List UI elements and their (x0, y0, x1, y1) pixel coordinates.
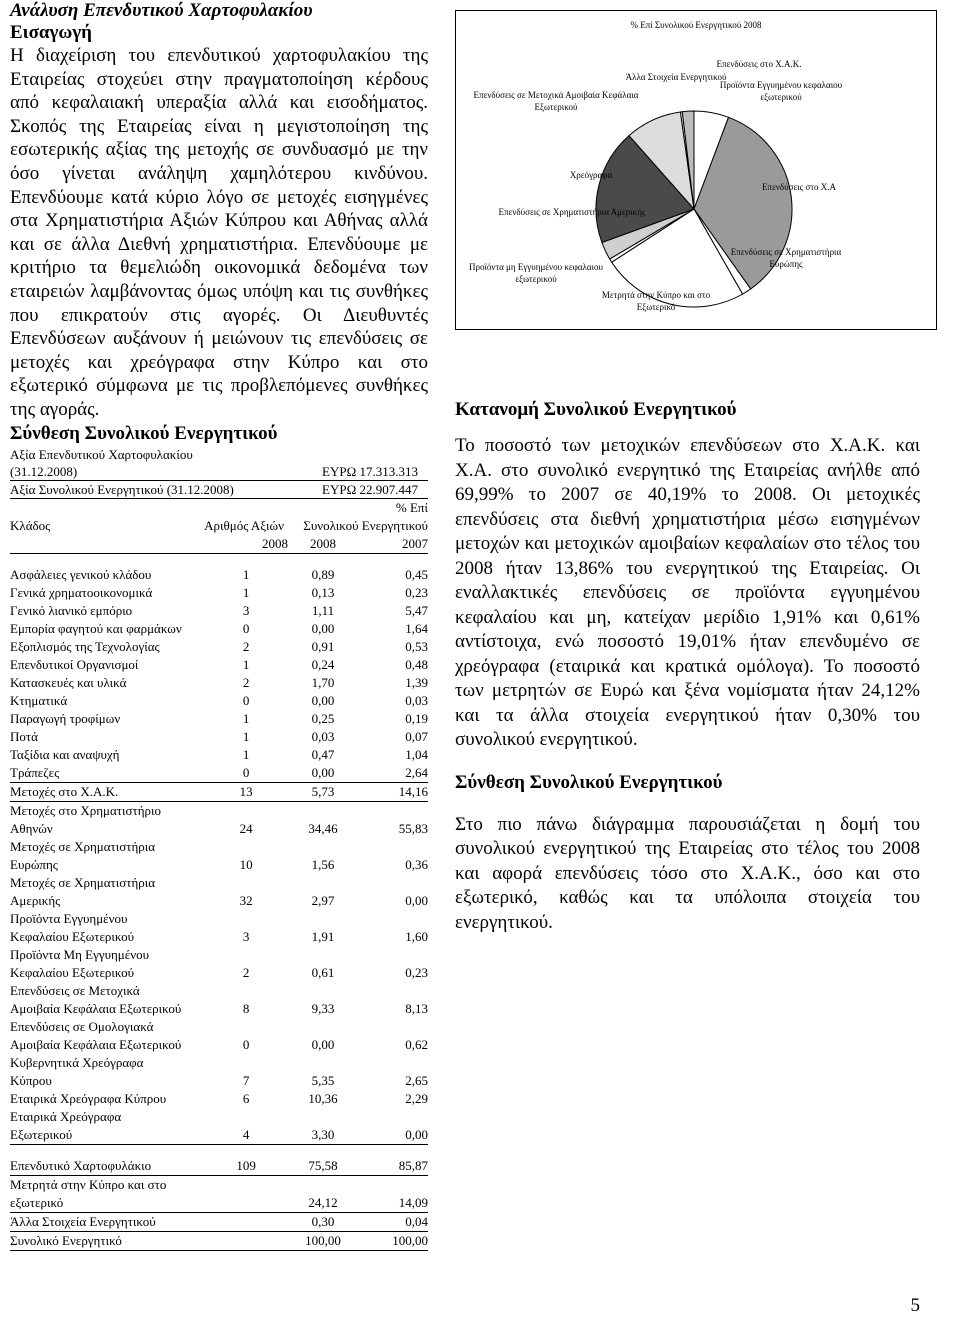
intro-heading: Εισαγωγή (10, 22, 92, 43)
total-assets-label: Αξία Συνολικού Ενεργητικού (31.12.2008) (10, 481, 234, 497)
table-row (10, 838, 428, 874)
row-pct-2008: 3,30 (288, 1108, 358, 1145)
table-header-row-1 (10, 499, 428, 517)
row-name (10, 946, 204, 982)
row-shares: 2 (242, 674, 250, 690)
row-pct-2008: 0,00 (311, 1036, 335, 1052)
row-name: Ταξίδια και αναψυχή (10, 746, 120, 762)
row-pct-2007: 5,47 (405, 602, 428, 618)
row-pct-2008: 0,30 (288, 1212, 358, 1231)
row-pct-2007: 0,48 (405, 656, 428, 672)
chart-title: % Επί Συνολικού Ενεργητικού 2008 (630, 20, 762, 30)
portfolio-value: ΕΥΡΩ 17.313.313 (322, 463, 418, 479)
table-header-row-3 (10, 535, 428, 554)
row-pct-2008: 1,11 (311, 602, 335, 618)
row-pct-2007: 2,29 (405, 1090, 428, 1106)
table-row (10, 656, 428, 674)
row-pct-2007: 0,45 (405, 566, 428, 582)
row-name: Επενδυτικό Χαρτοφυλάκιο (10, 1157, 204, 1176)
row-pct-2008: 10,36 (308, 1090, 338, 1106)
row-pct-2007: 1,64 (405, 620, 428, 636)
header-pct-label: Συνολικού Ενεργητικού (303, 517, 428, 533)
row-name (10, 801, 204, 838)
table-row (10, 1175, 428, 1212)
row-name-line1: Προϊόντα Εγγυημένου (10, 910, 128, 926)
row-pct-2008: 0,13 (311, 584, 335, 600)
total-assets-row (10, 481, 428, 499)
row-pct-2008: 24,12 (288, 1175, 358, 1212)
row-pct-2007: 0,00 (405, 892, 428, 908)
row-pct-2008: 9,33 (311, 1000, 335, 1016)
row-shares: 13 (204, 782, 288, 801)
row-shares: 0 (242, 1036, 250, 1052)
row-name (10, 1090, 204, 1108)
row-name-line1: Προϊόντα Μη Εγγυημένου (10, 946, 150, 962)
pie-label-6: Χρεόγραφα (569, 170, 613, 180)
row-shares: 8 (242, 1000, 250, 1016)
row-name (10, 874, 204, 910)
row-shares: 3 (242, 928, 250, 944)
row-pct-2007: 0,03 (405, 692, 428, 708)
row-pct-2007: 8,13 (405, 1000, 428, 1016)
row-name (10, 910, 204, 946)
table-row (10, 801, 428, 838)
row-shares: 24 (239, 820, 253, 836)
holdings-table (10, 499, 428, 1251)
row-name-line2: Κεφαλαίου Εξωτερικού (10, 964, 135, 980)
pie-label-2: Επενδύσεις σε Χρηματιστήρια Ευρώπης (730, 247, 842, 269)
table-row (10, 1157, 428, 1176)
row-pct-2007: 2,64 (358, 764, 428, 783)
row-name-line2: Αμοιβαία Κεφάλαια Εξωτερικού (10, 1000, 182, 1016)
row-name-line1: Μετοχές στο Χρηματιστήριο (10, 802, 162, 818)
row-name: Παραγωγή τροφίμων (10, 710, 121, 726)
row-shares: 1 (242, 710, 250, 726)
row-pct-2008: 1,70 (311, 674, 335, 690)
row-name-line2: Αμερικής (10, 892, 61, 908)
right-column (455, 398, 920, 935)
table-row (10, 1018, 428, 1054)
row-pct-2007: 2,65 (405, 1072, 428, 1088)
header-year-2008: 2008 (288, 535, 358, 554)
row-pct-2008: 34,46 (308, 820, 338, 836)
row-shares: 1 (242, 584, 250, 600)
row-pct-2007: 0,53 (405, 638, 428, 654)
row-shares: 1 (242, 728, 250, 744)
row-pct-2007: 1,60 (405, 928, 428, 944)
row-pct-2007: 0,62 (405, 1036, 428, 1052)
header-year-shares: 2008 (204, 535, 288, 554)
row-shares: 109 (204, 1157, 288, 1176)
row-name-line1: Επενδύσεις σε Ομολογιακά (10, 1018, 154, 1034)
row-shares: 7 (242, 1072, 250, 1088)
row-name-line2: Αθηνών (10, 820, 53, 836)
header-shares: Αριθμός Αξιών (204, 517, 284, 533)
row-pct-2007: 0,23 (405, 584, 428, 600)
row-pct-2008: 5,35 (311, 1072, 335, 1088)
row-name-line1: Εταιρικά Χρεόγραφα Κύπρου (10, 1090, 167, 1106)
row-name: Εξοπλισμός της Τεχνολογίας (10, 638, 160, 654)
row-name (10, 1018, 204, 1054)
pie-label-1: Επενδύσεις στο Χ.Α (762, 182, 836, 192)
portfolio-value-label: Αξία Επενδυτικού Χαρτοφυλακίου (10, 446, 193, 462)
table-row (10, 982, 428, 1018)
table-row (10, 874, 428, 910)
row-name-line2: Κύπρου (10, 1072, 52, 1088)
row-name: Συνολικό Ενεργητικό (10, 1231, 204, 1250)
pie-label-0: Επενδύσεις στο Χ.Α.Κ. (716, 59, 802, 69)
table-row (10, 1054, 428, 1090)
table-gap (10, 1144, 428, 1157)
table-row (10, 1090, 428, 1108)
row-shares: 0 (242, 692, 250, 708)
table-row (10, 946, 428, 982)
table-gap (10, 553, 428, 566)
row-pct-2008: 2,97 (311, 892, 335, 908)
row-pct-2007: 100,00 (358, 1231, 428, 1250)
table-row (10, 674, 428, 692)
table-row (10, 1212, 428, 1231)
row-pct-2008: 1,56 (311, 856, 335, 872)
row-pct-2008: 0,25 (311, 710, 335, 726)
row-pct-2008: 0,47 (311, 746, 335, 762)
row-pct-2008: 0,61 (311, 964, 335, 980)
row-name (10, 982, 204, 1018)
table-row (10, 782, 428, 801)
row-shares: 10 (239, 856, 253, 872)
row-shares: 1 (242, 566, 250, 582)
row-shares: 1 (242, 746, 250, 762)
table-row (10, 764, 428, 783)
row-pct-2007: 55,83 (398, 820, 428, 836)
row-name-line1: Μετοχές σε Χρηματιστήρια (10, 874, 156, 890)
pie-label-8: Άλλα Στοιχεία Ενεργητικού (625, 72, 727, 82)
row-pct-2008: 0,00 (311, 620, 335, 636)
header-sector: Κλάδος (10, 517, 51, 533)
table-row (10, 1231, 428, 1250)
row-shares (204, 1231, 288, 1250)
row-name: Κτηματικά (10, 692, 68, 708)
row-name-line2: Ευρώπης (10, 856, 58, 872)
allocation-text: Το ποσοστό των μετοχικών επενδύσεων στο Χ.Α.Κ. και Χ.Α. στο συνολικό ενεργητικό της Εταιρείας ανήλθε από 69,99% το 2007 σε 40,19% το 2008. Οι μετοχικές επενδύσεις στα διεθνή χρηματιστήρια μέσω εισηγμένων μετοχών και μετοχικών αμοιβαίων κεφαλαίων στο τέλος του 2008 ήταν 13,86% του ενεργητικού της Εταιρείας. Οι εναλλακτικές επενδύσεις σε προϊόντα εγγυημένου κεφαλαίου και μη, κατείχαν μερίδιο 1,91% και 0,61% αντίστοιχα, ενώ ποσοστό 19,01% ήταν επενδυμένο σε χρεόγραφα (εταιρικά και κρατικά ομόλογα). Το ποσοστό των μετρητών σε Ευρώ και ξένα νομίσματα ήταν 24,12% και τα άλλα στοιχεία ενεργητικού ήταν 0,30% του συνολικού ενεργητικού. (455, 435, 920, 750)
header-year-2007: 2007 (358, 535, 428, 554)
pie-label-3: Μετρητά στην Κύπρο και στο Εξωτερικό (601, 290, 711, 312)
table-row (10, 584, 428, 602)
row-pct-2008: 0,00 (288, 764, 358, 783)
row-name-line2: Αμοιβαία Κεφάλαια Εξωτερικού (10, 1036, 182, 1052)
row-name: Κατασκευές και υλικά (10, 674, 127, 690)
row-name: Ασφάλειες γενικού κλάδου (10, 566, 152, 582)
table-row (10, 1108, 428, 1145)
row-pct-2007: 1,04 (405, 746, 428, 762)
pie-label-5: Επενδύσεις σε Χρηματιστήρια Αμερικής (498, 207, 646, 217)
row-name: Εμπορία φαγητού και φαρμάκων (10, 620, 182, 636)
row-pct-2007: 14,09 (358, 1175, 428, 1212)
row-name: Επενδυτικοί Οργανισμοί (10, 656, 139, 672)
row-name (10, 1054, 204, 1090)
row-shares: 4 (204, 1108, 288, 1145)
row-pct-2007: 14,16 (358, 782, 428, 801)
row-pct-2008: 0,03 (311, 728, 335, 744)
row-shares: 1 (242, 656, 250, 672)
allocation-heading: Κατανομή Συνολικού Ενεργητικού (455, 399, 737, 420)
page-title: Ανάλυση Επενδυτικού Χαρτοφυλακίου (10, 0, 313, 21)
row-pct-2008: 75,58 (288, 1157, 358, 1176)
row-shares: 32 (239, 892, 253, 908)
pie-chart (455, 10, 937, 330)
pie-label-9: Προϊόντα Εγγυημένου κεφαλαιου εξωτερικού (719, 80, 843, 102)
portfolio-value-row (10, 463, 428, 481)
row-name: Γενικό λιανικό εμπόριο (10, 602, 133, 618)
row-pct-2008: 5,73 (288, 782, 358, 801)
row-name: Γενικά χρηματοοικονομικά (10, 584, 153, 600)
row-pct-2008: 0,24 (311, 656, 335, 672)
portfolio-value-date: (31.12.2008) (10, 463, 78, 479)
row-name-line1: Εταιρικά Χρεόγραφα (10, 1108, 122, 1124)
row-pct-2008: 0,89 (311, 566, 335, 582)
row-pct-2008: 0,91 (311, 638, 335, 654)
row-shares: 0 (242, 620, 250, 636)
row-pct-2008: 100,00 (288, 1231, 358, 1250)
table-header-row-2 (10, 517, 428, 535)
left-column (10, 0, 428, 1251)
total-assets-value: ΕΥΡΩ 22.907.447 (322, 481, 418, 497)
portfolio-value-block (10, 446, 428, 499)
table-row (10, 566, 428, 584)
row-name-line2: εξωτερικό (10, 1194, 64, 1210)
table-row (10, 910, 428, 946)
table-row (10, 710, 428, 728)
row-name: Ποτά (10, 728, 38, 744)
row-name: Άλλα Στοιχεία Ενεργητικού (10, 1212, 204, 1231)
table-row (10, 620, 428, 638)
table-row (10, 746, 428, 764)
pie-label-4: Προϊόντα μη Εγγυημένου κεφαλαιου εξωτερικού (468, 262, 604, 284)
row-pct-2007: 0,23 (405, 964, 428, 980)
table-row (10, 728, 428, 746)
row-pct-2007: 0,00 (358, 1108, 428, 1145)
page-number: 5 (910, 1295, 920, 1316)
composition-text: Στο πιο πάνω διάγραμμα παρουσιάζεται η δομή του συνολικού ενεργητικού της Εταιρείας στο τέλος του 2008 και αφορά επενδύσεις τόσο στο Χ.Α.Κ., όσο και στο εξωτερικό, καθώς και τα υπόλοιπα στοιχεία του ενεργητικού. (455, 813, 920, 933)
row-shares (204, 1175, 288, 1212)
composition-heading: Σύνθεση Συνολικού Ενεργητικού (10, 422, 278, 444)
row-name-line1: Μετοχές σε Χρηματιστήρια (10, 838, 156, 854)
row-name-line1: Μετρητά στην Κύπρο και στο (10, 1176, 167, 1192)
intro-text: Η διαχείριση του επενδυτικού χαρτοφυλακίου της Εταιρείας στοχεύει στην πραγματοποίηση κέρδους από κεφαλαιακή υπεραξία αλλά και εισοδήματος. Σκοπός της Εταιρείας είναι η μεγιστοποίηση της εσωτερικής αξίας της μετοχής σε συνδυασμό με την όσο γίνεται ανάληψη χαμηλότερου κινδύνου. Επενδύουμε κατά κύριο λόγο σε μετοχές εισηγμένες στα Χρηματιστήρια Αξιών Κύπρου και Αθήνας αλλά και σε άλλα Διεθνή χρηματιστήρια. Επενδύουμε με κριτήριο τα θεμελιώδη οικονομικά δεδομένα των εταιρειών λαμβάνοντας όμως υπόψη και τις συνθήκες που επικρατούν στις αγορές. Οι Διευθυντές Επενδύσεων αυξάνουν ή μειώνουν τις επενδύσεις σε μετοχές και χρεόγραφα στην Κύπρο και στο εξωτερικό σύμφωνα με τις προβλεπόμενες συνθήκες της αγοράς. (10, 45, 428, 420)
table-row (10, 692, 428, 710)
row-name-line1: Επενδύσεις σε Μετοχικά (10, 982, 140, 998)
row-name (10, 1175, 204, 1212)
composition-heading-2: Σύνθεση Συνολικού Ενεργητικού (455, 771, 723, 793)
row-pct-2007: 85,87 (358, 1157, 428, 1176)
pie-label-7: Επενδύσεις σε Μετοχικά Αμοιβαία Κεφάλαια Εξωτερικού (473, 90, 639, 112)
table-row (10, 602, 428, 620)
row-pct-2007: 0,36 (405, 856, 428, 872)
row-shares: 0 (204, 764, 288, 783)
row-name (10, 838, 204, 874)
row-shares: 6 (242, 1090, 250, 1106)
row-shares (204, 1212, 288, 1231)
row-name-line2: Κεφαλαίου Εξωτερικού (10, 928, 135, 944)
row-pct-2007: 0,04 (358, 1212, 428, 1231)
row-shares: 3 (242, 602, 250, 618)
row-name-line1: Κυβερνητικά Χρεόγραφα (10, 1054, 144, 1070)
row-pct-2007: 0,19 (405, 710, 428, 726)
row-name: Τράπεζες (10, 764, 204, 783)
row-name: Μετοχές στο Χ.Α.Κ. (10, 782, 204, 801)
row-pct-2008: 1,91 (311, 928, 335, 944)
row-pct-2007: 1,39 (405, 674, 428, 690)
header-pct-top: % Επί (395, 499, 428, 515)
row-shares: 2 (242, 964, 250, 980)
table-row (10, 638, 428, 656)
row-pct-2008: 0,00 (311, 692, 335, 708)
row-pct-2007: 0,07 (405, 728, 428, 744)
row-name (10, 1108, 204, 1145)
row-shares: 2 (242, 638, 250, 654)
row-name-line2: Εξωτερικού (10, 1126, 73, 1142)
